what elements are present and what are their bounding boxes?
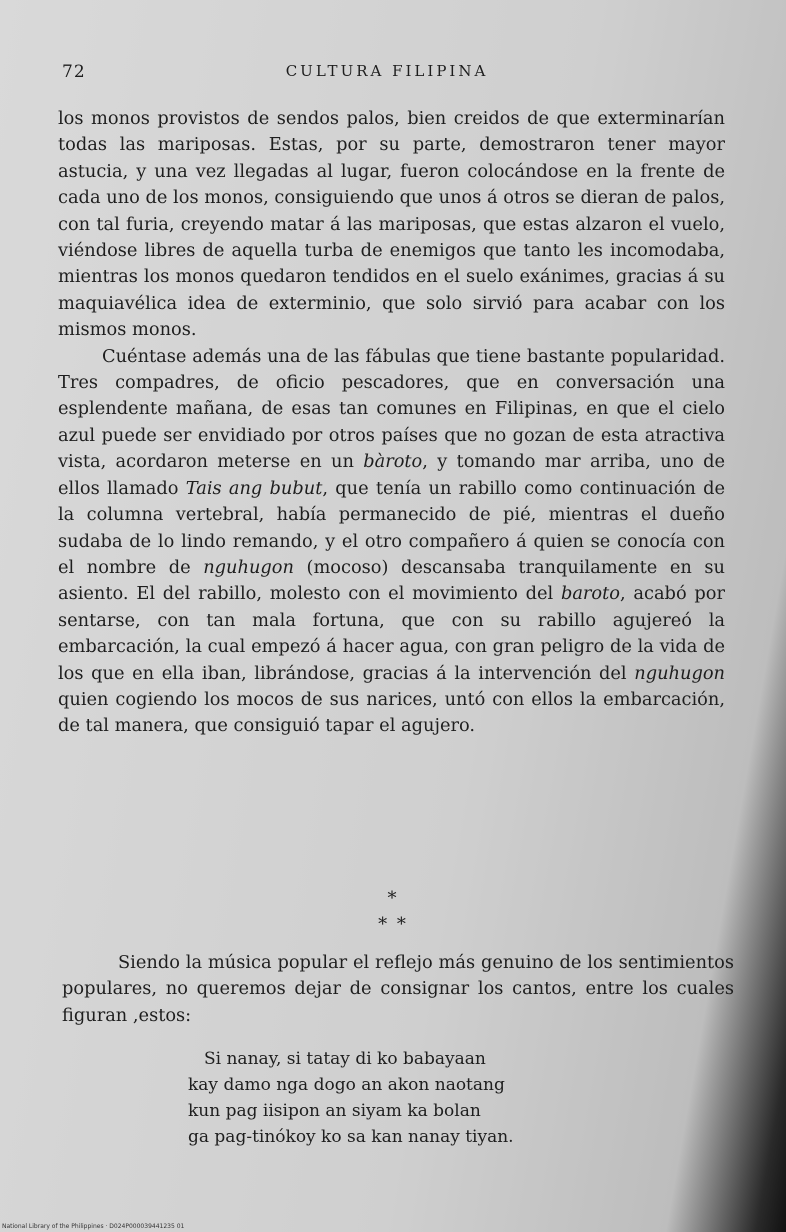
running-title: CULTURA FILIPINA	[285, 62, 489, 80]
fabula-text-6: quien cogiendo los mocos de sus narices, untó con ellos la embarcación, de tal manera, que consiguió tapar el agujero.	[58, 688, 725, 737]
page-number: 72	[62, 62, 86, 82]
fabula-term-nguhugon: nguhugon	[203, 556, 294, 578]
poem-line: kun pag iisipon an siyam ka bolan	[188, 1101, 481, 1121]
music-text	[62, 950, 734, 1029]
poem-line: Si nanay, si tatay di ko babayaan	[204, 1049, 486, 1069]
paragraph-fabula	[58, 344, 725, 740]
fabula-text-1: Cuéntase además una de las fábulas que tiene bastante popularidad. Tres compadres, de oficio pescadores, que en conversación una esplendente mañana, de esas tan comunes en Filipinas, en que el cielo azul puede ser envidiado por otros países que no gozan de esta atractiva vista, acordaron meterse en un	[58, 345, 725, 473]
page-header	[62, 62, 712, 86]
poem-verse	[188, 1046, 648, 1150]
fabula-text-3: , que tenía un rabillo como continuación de la columna vertebral, había permanecido de pié, mientras el dueño sudaba de lo lindo remando, y el otro compañero á quien se conocía con el nombre de	[58, 477, 725, 578]
fabula-text-2: , y tomando mar arriba, uno de ellos llamado	[58, 451, 725, 499]
fabula-term-baroto: bàroto	[363, 451, 423, 473]
asterism-top-star: *	[387, 888, 399, 909]
paragraph-musica: Siendo la música popular el reflejo más genuino de los sentimientos populares, no queremos dejar de consignar los cantos, entre los cuales figuran ,estos:	[62, 952, 734, 1026]
paragraph-monos: los monos provistos de sendos palos, bien creidos de que exterminarían todas las mariposas. Estas, por su parte, demostraron tener mayor astucia, y una vez llegadas al lugar, fueron colocándose en la frente de cada uno de los monos, consiguiendo que unos á otros se dieran de palos, con tal furia, creyendo matar á las mariposas, que estas alzaron el vuelo, viéndose libres de aquella turba de enemigos que tanto les incomodaba, mientras los monos quedaron tendidos en el suelo exánimes, gracias á su maquiavélica idea de exterminio, que solo sirvió para acabar con los mismos monos.	[58, 108, 725, 341]
poem-line: ga pag-tinókoy ko sa kan nanay tiyan.	[188, 1127, 514, 1147]
fabula-text-4: (mocoso) descansaba tranquilamente en su asiento. El del rabillo, molesto con el movimiento del	[58, 556, 725, 605]
scan-credit: National Library of the Philippines · D024P000039441235 01	[2, 1223, 185, 1230]
asterism-bottom-stars: * *	[378, 914, 408, 935]
poem-line: kay damo nga dogo an akon naotang	[188, 1075, 505, 1095]
asterism-separator	[0, 888, 786, 935]
fabula-term-tais-ang-bubut: Tais ang bubut	[185, 477, 323, 499]
fabula-text-5: , acabó por sentarse, con tan mala fortuna, que con su rabillo agujereó la embarcación, la cual empezó á hacer agua, con gran peligro de la vida de los que en ella iban, librándose, gracias á la intervención del	[58, 583, 725, 684]
fabula-term-baroto-2: baroto	[560, 583, 620, 605]
main-text	[58, 106, 725, 740]
fabula-term-nguhugon-2: nguhugon	[634, 662, 725, 684]
